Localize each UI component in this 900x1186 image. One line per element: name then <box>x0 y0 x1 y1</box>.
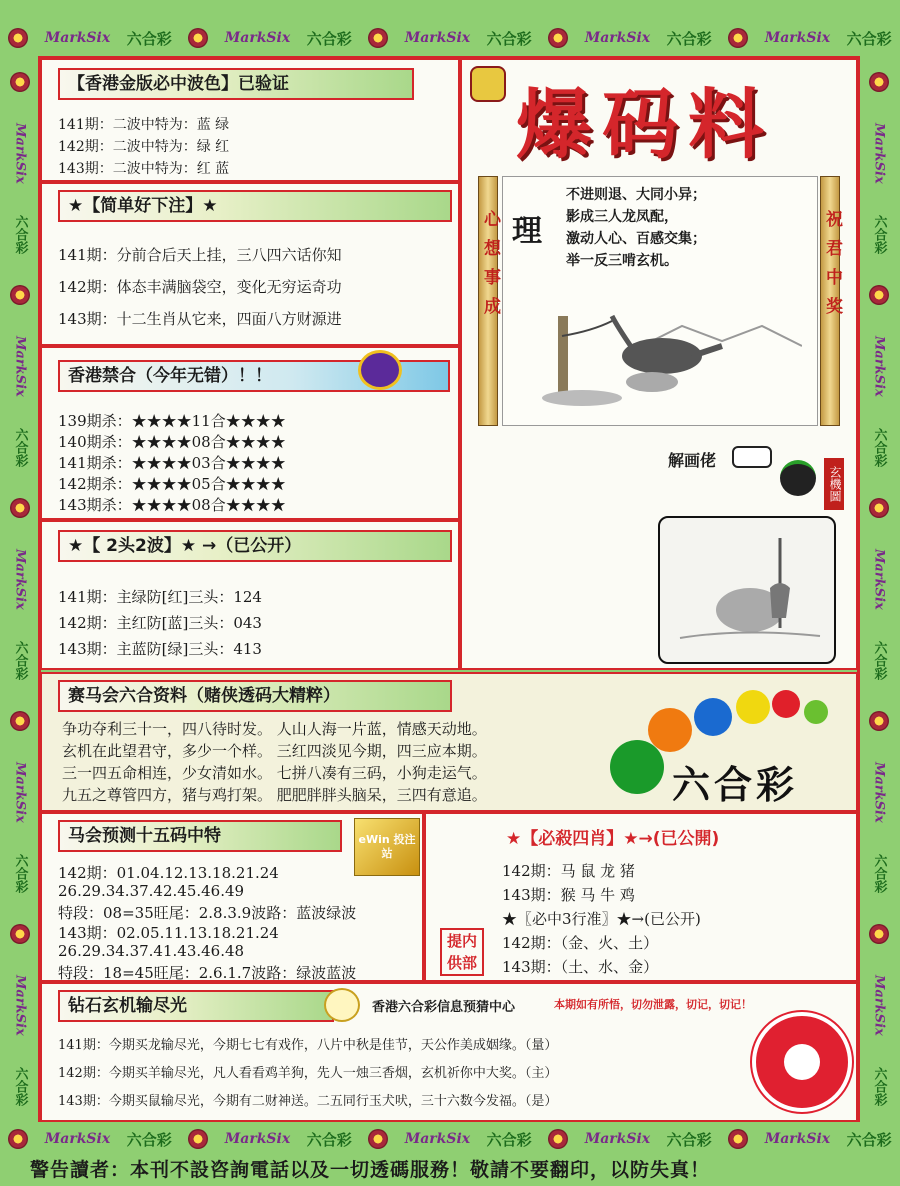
code-line: 特段：18=45旺尾：2.6.1.7波路：绿波蓝波 <box>58 964 357 982</box>
verse-line: 九五之尊管四方，猪与鸡打架。 肥肥胖胖头脑呆，三四有意追。 <box>62 786 487 804</box>
brand-cn-text: 六合彩 <box>12 214 28 254</box>
poem-line: 举一反三啃玄机。 <box>566 253 678 269</box>
verse-line: 141期：今期买龙输尽光，今期七七有戏作，八片中秋是佳节，天公作美成姻缘。（量） <box>58 1038 558 1053</box>
section-gold-wave <box>40 58 460 182</box>
ball-green-small <box>804 700 828 724</box>
flower-icon <box>10 72 30 92</box>
ball-yellow <box>736 690 770 724</box>
wave-line: 143期：二波中特为：红 蓝 <box>58 161 230 177</box>
verse-line: 142期：今期买羊输尽光，凡人看看鸡羊狗，先人一烛三香烟，玄机祈你中大奖。（主） <box>58 1066 558 1081</box>
brand-text: MarkSix <box>871 975 887 1037</box>
scroll-left-text: 心想事成 <box>480 210 500 326</box>
bauhinia-flower-icon <box>784 1044 820 1080</box>
flower-icon <box>8 1129 28 1149</box>
kill-line: 142期杀：★★★★05合★★★★ <box>58 475 286 493</box>
brand-text: MarkSix <box>12 335 28 397</box>
brand-cn-text: 六合彩 <box>486 29 532 48</box>
heads-line: 141期：主绿防[红]三头：124 <box>58 588 262 606</box>
flower-icon <box>368 28 388 48</box>
brand-text: MarkSix <box>871 335 887 397</box>
mark-six-logo-text: 六合彩 <box>672 762 799 807</box>
poem-line: 激动人心、百感交集； <box>566 231 706 247</box>
flower-icon <box>10 498 30 518</box>
element-line: 142期：（金、火、土） <box>502 934 659 952</box>
code-line: 142期：01.04.12.13.18.21.24 <box>58 864 279 882</box>
brand-cn-text: 六合彩 <box>12 854 28 894</box>
brand-text: MarkSix <box>764 1131 831 1147</box>
brand-cn-text: 六合彩 <box>871 214 887 254</box>
kill-line: 141期杀：★★★★03合★★★★ <box>58 454 286 472</box>
zodiac-line: 142期：马 鼠 龙 猪 <box>502 862 635 880</box>
brand-cn-text: 六合彩 <box>846 29 892 48</box>
brand-cn-text: 六合彩 <box>486 1130 532 1149</box>
brand-text: MarkSix <box>871 762 887 823</box>
reader-warning: 警告讀者：本刊不設咨詢電話以及一切透碼服務！敬請不要翻印，以防失真！ <box>0 1154 900 1186</box>
brand-text: MarkSix <box>224 1131 291 1147</box>
section-title: 马会预测十五码中特 <box>58 820 342 852</box>
brand-text: MarkSix <box>12 549 28 610</box>
section-hk-forbidden <box>40 346 460 520</box>
brand-cn-text: 六合彩 <box>12 1067 28 1107</box>
brand-cn-text: 六合彩 <box>871 854 887 894</box>
brand-cn-text: 六合彩 <box>126 1130 172 1149</box>
flower-icon <box>548 1129 568 1149</box>
brand-text: MarkSix <box>404 30 471 46</box>
ewin-badge: eWin 投注站 <box>354 818 420 876</box>
brand-cn-text: 六合彩 <box>306 29 352 48</box>
emblem-icon <box>358 350 402 390</box>
poem-line: 不进则退、大同小异； <box>566 187 706 203</box>
notice-text: 本期如有所悟，切勿泄露，切记，切记！ <box>554 998 752 1011</box>
heads-line: 142期：主红防[蓝]三头：043 <box>58 614 262 632</box>
sage-picture <box>658 516 836 664</box>
section-diamond <box>40 982 858 1122</box>
wave-line: 141期：二波中特为：蓝 绿 <box>58 117 230 133</box>
brand-cn-text: 六合彩 <box>871 640 887 680</box>
right-border-strip <box>862 56 896 1122</box>
flower-icon <box>869 924 889 944</box>
section-title: 钻石玄机输尽光 <box>58 990 334 1022</box>
brand-text: MarkSix <box>584 30 651 46</box>
brand-cn-text: 六合彩 <box>666 1130 712 1149</box>
code-line: 特段：08=35旺尾：2.8.3.9波路：蓝波绿波 <box>58 904 357 922</box>
verse-line: 143期：十二生肖从它来，四面八方财源进 <box>58 310 342 328</box>
section-title: ★【 2头2波】★ →（已公开） <box>58 530 452 562</box>
brand-text: MarkSix <box>12 762 28 823</box>
section-kill-four <box>424 812 858 982</box>
verse-line: 争功夺利三十一，四八待时发。 人山人海一片蓝，情感天动地。 <box>62 720 487 738</box>
section-title: 【香港金版必中波色】已验证 <box>58 68 414 100</box>
brand-text: MarkSix <box>44 30 111 46</box>
left-border-strip <box>4 56 36 1122</box>
section-simple-bet <box>40 182 460 346</box>
brand-cn-text: 六合彩 <box>666 29 712 48</box>
brand-cn-text: 六合彩 <box>306 1130 352 1149</box>
ball-blue <box>694 698 732 736</box>
brand-cn-text: 六合彩 <box>12 640 28 680</box>
flower-icon <box>548 28 568 48</box>
heads-line: 143期：主蓝防[绿]三头：413 <box>58 640 262 658</box>
brand-text: MarkSix <box>12 975 28 1037</box>
code-line: 143期：02.05.11.13.18.21.24 <box>58 924 279 942</box>
flower-icon <box>188 28 208 48</box>
ball-orange <box>648 708 692 752</box>
verse-line: 玄机在此望君守，多少一个样。 三红四淡见今期，四三应本期。 <box>62 742 487 760</box>
bottom-border-strip <box>0 1124 900 1154</box>
brand-text: MarkSix <box>871 549 887 610</box>
flower-icon <box>869 711 889 731</box>
wave-line: 142期：二波中特为：绿 红 <box>58 139 230 155</box>
brand-text: MarkSix <box>871 122 887 184</box>
code-line: 26.29.34.37.41.43.46.48 <box>58 942 245 960</box>
pointing-hand-icon <box>732 446 772 468</box>
kill-line: 139期杀：★★★★11合★★★★ <box>58 412 286 430</box>
poem-char: 理 <box>512 214 542 249</box>
flower-icon <box>869 72 889 92</box>
internal-stamp: 提内供部 <box>440 928 484 976</box>
code-line: 26.29.34.37.42.45.46.49 <box>58 882 245 900</box>
element-line: 143期：（土、水、金） <box>502 958 659 976</box>
sub-title: ★〖必中3行准〗★→(已公开) <box>502 910 701 928</box>
zodiac-line: 143期：猴 马 牛 鸡 <box>502 886 635 904</box>
section-title: 香港禁合（今年无错）！！ <box>58 360 450 392</box>
emblem-icon <box>324 988 360 1022</box>
flower-icon <box>8 28 28 48</box>
brand-cn-text: 六合彩 <box>126 29 172 48</box>
brand-cn-text: 六合彩 <box>871 427 887 467</box>
mascot-icon <box>470 66 506 102</box>
brand-text: MarkSix <box>44 1131 111 1147</box>
flower-icon <box>188 1129 208 1149</box>
brand-text: MarkSix <box>12 122 28 184</box>
picture-caption: 解画佬 <box>668 451 717 470</box>
brand-text: MarkSix <box>404 1131 471 1147</box>
section-title: ★【必殺四肖】★→(已公開) <box>506 829 720 849</box>
main-title: 爆码料 <box>516 80 774 169</box>
verse-line: 三一四五命相连，少女清如水。 七拼八凑有三码，小狗走运气。 <box>62 764 487 782</box>
brand-cn-text: 六合彩 <box>846 1130 892 1149</box>
section-jockey-club <box>40 672 858 812</box>
flower-icon <box>10 711 30 731</box>
flower-icon <box>368 1129 388 1149</box>
brand-text: MarkSix <box>764 30 831 46</box>
magic-pot-icon <box>780 460 816 496</box>
kill-line: 140期杀：★★★★08合★★★★ <box>58 433 286 451</box>
verse-line: 143期：今期买鼠输尽光，今期有二财神送。二五同行玉犬吠，三十六数今发福。（是） <box>58 1094 558 1109</box>
bird-illustration <box>522 286 802 416</box>
flower-icon <box>869 498 889 518</box>
section-title: ★【简单好下注】★ <box>58 190 452 222</box>
center-name: 香港六合彩信息预猜中心 <box>372 1000 516 1015</box>
brand-text: MarkSix <box>224 30 291 46</box>
flower-icon <box>728 28 748 48</box>
section-fifteen-codes <box>40 812 424 982</box>
ball-green <box>610 740 664 794</box>
brand-text: MarkSix <box>584 1131 651 1147</box>
scroll-right-text: 祝君中奖 <box>822 210 842 326</box>
ball-red <box>772 690 800 718</box>
flower-icon <box>728 1129 748 1149</box>
top-border-strip <box>0 22 900 54</box>
brand-cn-text: 六合彩 <box>871 1067 887 1107</box>
flower-icon <box>869 285 889 305</box>
flower-icon <box>10 285 30 305</box>
seal-stamp: 玄機圖 <box>824 458 844 510</box>
section-title: 赛马会六合资料（赌侠透码大精粹） <box>58 680 452 712</box>
kill-line: 143期杀：★★★★08合★★★★ <box>58 496 286 514</box>
section-two-heads <box>40 520 460 670</box>
verse-line: 142期：体态丰满脑袋空，变化无穷运奇功 <box>58 278 342 296</box>
verse-line: 141期：分前合后天上挂，三八四六话你知 <box>58 246 342 264</box>
poem-line: 影成三人龙凤配， <box>566 209 678 225</box>
flower-icon <box>10 924 30 944</box>
section-hot-code <box>460 58 858 670</box>
brand-cn-text: 六合彩 <box>12 427 28 467</box>
